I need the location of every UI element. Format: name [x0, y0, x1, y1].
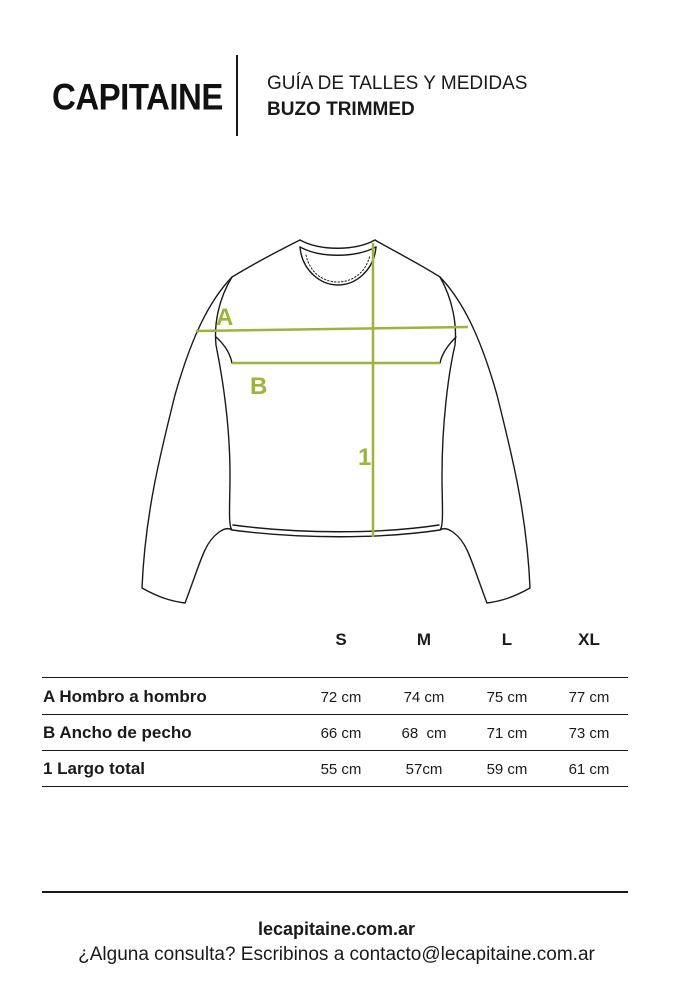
- table-cell: 66 cm: [320, 725, 362, 742]
- table-row: [42, 678, 628, 715]
- size-header-s: S: [335, 630, 347, 649]
- row-label: A Hombro a hombro: [43, 687, 207, 706]
- label-length: 1: [358, 444, 372, 471]
- table-cell: 57cm: [405, 761, 443, 778]
- row-label: B Ancho de pecho: [43, 723, 192, 742]
- footer-divider: [42, 891, 628, 893]
- table-cell: 73 cm: [568, 725, 610, 742]
- label-a: A: [216, 304, 234, 331]
- size-header-l: L: [501, 630, 513, 649]
- sweater-outline: [142, 240, 530, 603]
- page-title: GUÍA DE TALLES Y MEDIDAS: [267, 73, 528, 94]
- label-b: B: [250, 373, 268, 400]
- table-cell: 71 cm: [486, 725, 528, 742]
- row-label: 1 Largo total: [43, 759, 146, 778]
- measure-lines: [196, 243, 468, 537]
- product-name: BUZO TRIMMED: [267, 99, 415, 120]
- header-divider: [236, 55, 238, 136]
- table-cell: 77 cm: [568, 689, 610, 706]
- table-cell: 59 cm: [486, 761, 528, 778]
- table-cell: 55 cm: [320, 761, 362, 778]
- table-cell: 72 cm: [320, 689, 362, 706]
- brand-logo: CAPITAINE: [52, 76, 223, 118]
- table-cell: 75 cm: [486, 689, 528, 706]
- table-row: [42, 714, 628, 751]
- sweater-diagram: [130, 225, 550, 615]
- website-link[interactable]: lecapitaine.com.ar: [257, 919, 416, 939]
- measure-line-a: [196, 327, 468, 331]
- table-cell: 61 cm: [568, 761, 610, 778]
- size-header-m: M: [416, 630, 432, 649]
- table-cell: 74 cm: [403, 689, 445, 706]
- table-cell: 68 cm: [401, 725, 447, 742]
- size-header-xl: XL: [578, 630, 600, 649]
- table-row: [42, 750, 628, 787]
- contact-text: ¿Alguna consulta? Escribinos a contacto@lecapitaine.com.ar: [78, 944, 595, 965]
